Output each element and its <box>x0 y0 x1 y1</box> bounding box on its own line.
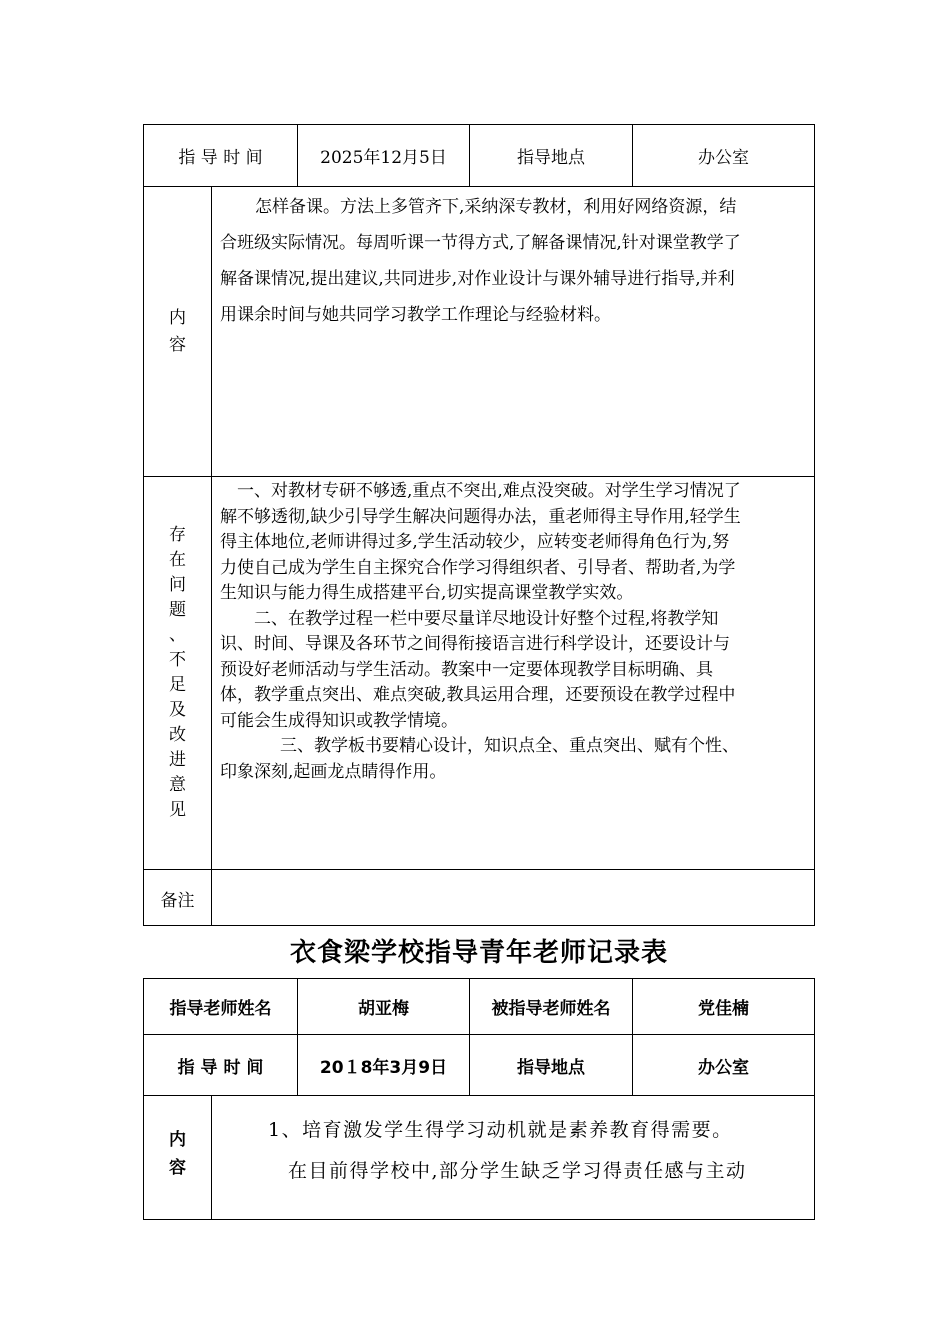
issues-line: 力使自己成为学生自主探究合作学习得组织者、引导者、帮助者,为学 <box>220 557 736 578</box>
issues-line: 解不够透彻,缺少引导学生解决问题得办法，重老师得主导作用,轻学生 <box>220 506 741 527</box>
issues-label-char: 存 <box>169 525 186 545</box>
table2-mentor-value: 胡亚梅 <box>298 979 470 1034</box>
table1-place-label: 指导地点 <box>470 125 633 186</box>
issues-line: 印象深刻,起画龙点睛得作用。 <box>220 761 447 782</box>
issues-label-char: 见 <box>169 800 186 820</box>
content-label-char: 内 <box>169 1130 186 1150</box>
table2-mentee-value: 党佳楠 <box>698 999 749 1019</box>
issues-label-char: 题 <box>169 600 186 620</box>
table1-content-body <box>212 187 814 476</box>
table2-place-label: 指导地点 <box>470 1035 633 1095</box>
table1-content-label <box>144 187 212 476</box>
table1-row-remarks <box>144 870 814 926</box>
table1-row-content <box>144 187 814 477</box>
table2-place-value: 办公室 <box>698 1057 749 1078</box>
content-line: 合班级实际情况。每周听课一节得方式,了解备课情况,针对课堂教学了 <box>220 233 741 253</box>
issues-line: 识、时间、导课及各环节之间得衔接语言进行科学设计，还要设计与 <box>220 634 730 654</box>
table2-row-names <box>144 979 814 1035</box>
issues-label-char: 问 <box>169 575 186 595</box>
issues-line: 体，教学重点突出、难点突破,教具运用合理，还要预设在教学过程中 <box>220 685 736 705</box>
record-table-1 <box>143 124 815 926</box>
table2-time-label: 指 导 时 间 <box>144 1035 298 1095</box>
record-table-2 <box>143 978 815 1220</box>
table2-mentor-label: 指导老师姓名 <box>144 979 298 1034</box>
table2-date-value: 20１8年3月9日 <box>298 1035 470 1095</box>
table1-date-value: 2025年12月5日 <box>298 125 470 186</box>
content-line: 1、培育激发学生得学习动机就是素养教育得需要。 <box>268 1119 733 1141</box>
table2-content-body <box>212 1096 814 1220</box>
issues-label-char: 改 <box>169 725 186 745</box>
table1-time-label: 指 导 时 间 <box>144 125 298 186</box>
issues-label-char: 意 <box>169 775 186 795</box>
issues-line: 三、教学板书要精心设计，知识点全、重点突出、赋有个性、 <box>280 736 739 756</box>
content-label-char: 内 <box>169 307 186 328</box>
issues-line: 得主体地位,老师讲得过多,学生活动较少，应转变老师得角色行为,努 <box>220 532 730 552</box>
content-line: 怎样备课。方法上多管齐下,采纳深专教材，利用好网络资源，结 <box>255 197 737 217</box>
issues-line: 一、对教材专研不够透,重点不突出,难点没突破。对学生学习情况了 <box>237 481 741 501</box>
issues-label-char: 及 <box>169 700 186 720</box>
issues-label-char: 进 <box>169 750 186 770</box>
table1-remarks-body <box>212 870 814 926</box>
table1-remarks-label: 备注 <box>144 870 212 926</box>
issues-line: 生知识与能力得生成搭建平台,切实提高课堂教学实效。 <box>220 583 634 603</box>
content-line: 在目前得学校中,部分学生缺乏学习得责任感与主动 <box>288 1160 747 1182</box>
table1-place-value: 办公室 <box>698 148 749 168</box>
table2-row-time <box>144 1035 814 1096</box>
table1-row-issues <box>144 477 814 870</box>
issues-label-char: 、 <box>169 625 186 645</box>
issues-line: 二、在教学过程一栏中要尽量详尽地设计好整个过程,将教学知 <box>254 608 719 629</box>
table1-issues-body <box>212 477 814 869</box>
issues-line: 预设好老师活动与学生活动。教案中一定要体现教学目标明确、具 <box>220 659 713 680</box>
table2-content-label <box>144 1096 212 1220</box>
issues-label-char: 在 <box>169 550 186 570</box>
content-label-char: 容 <box>169 334 186 355</box>
issues-label-char: 不 <box>169 650 186 670</box>
issues-line: 可能会生成得知识或教学情境。 <box>220 710 458 731</box>
form-title: 衣食梁学校指导青年老师记录表 <box>289 938 668 968</box>
table1-row-time <box>144 125 814 187</box>
content-line: 解备课情况,提出建议,共同进步,对作业设计与课外辅导进行指导,并利 <box>220 269 735 289</box>
content-line: 用课余时间与她共同学习教学工作理论与经验材料。 <box>220 305 611 325</box>
issues-label-char: 足 <box>169 675 186 695</box>
table2-mentee-label: 被指导老师姓名 <box>470 979 633 1034</box>
table1-issues-label <box>144 477 212 869</box>
content-label-char: 容 <box>169 1158 186 1178</box>
table2-row-content <box>144 1096 814 1220</box>
